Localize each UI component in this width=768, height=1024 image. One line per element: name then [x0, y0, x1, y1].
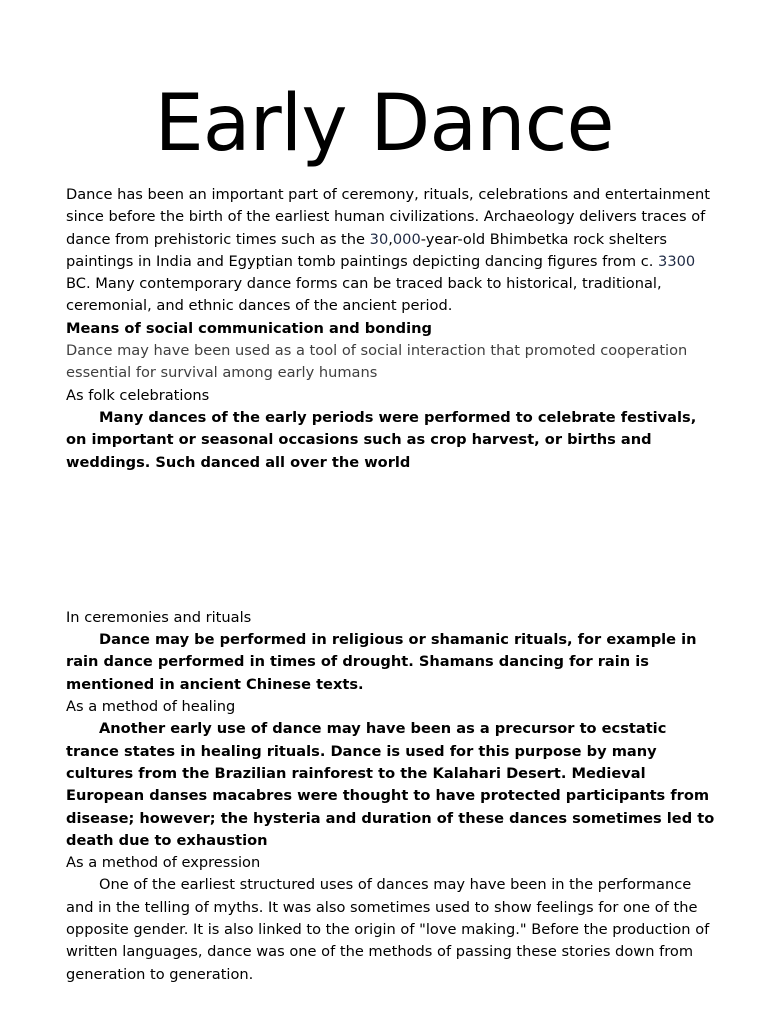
- paragraph-ceremonies-rituals: Dance may be performed in religious or shamanic rituals, for example in rain dance performed in times of drought. Shamans dancing for rain is mentioned in ancient Chinese texts.: [66, 631, 697, 693]
- document-body: [66, 184, 716, 986]
- page-title: Early Dance: [154, 79, 614, 169]
- paragraph-social-communication: Dance may have been used as a tool of social interaction that promoted cooperation essential for survival among early humans: [66, 342, 688, 382]
- paragraph-folk-celebrations: Many dances of the early periods were performed to celebrate festivals, on important or seasonal occasions such as crop harvest, or births and weddings. Such danced all over the world: [66, 408, 697, 471]
- heading-healing: As a method of healing: [66, 698, 236, 716]
- blank-space: [66, 474, 716, 607]
- heading-expression: As a method of expression: [66, 854, 261, 872]
- heading-folk-celebrations: As folk celebrations: [66, 386, 210, 404]
- intro-number-000: 000: [392, 230, 421, 248]
- intro-comma: ,: [388, 230, 393, 248]
- heading-ceremonies-rituals: In ceremonies and rituals: [66, 608, 252, 626]
- intro-number-3300: 3300: [658, 252, 696, 270]
- heading-social-communication: Means of social communication and bonding: [66, 319, 432, 337]
- intro-paragraph: [66, 184, 716, 318]
- intro-text-2: -year-old Bhimbetka rock shelters paintings in India and Egyptian tomb paintings depicting dancing figures from c.: [66, 230, 667, 270]
- intro-text-3: BC. Many contemporary dance forms can be traced back to historical, traditional, ceremonial, and ethnic dances of the ancient period.: [66, 275, 662, 315]
- intro-text-1: Dance has been an important part of ceremony, rituals, celebrations and entertainment since before the birth of the earliest human civilizations. Archaeology delivers traces of dance from prehistoric times such as the: [66, 186, 710, 248]
- paragraph-healing: Another early use of dance may have been as a precursor to ecstatic trance states in healing rituals. Dance is used for this purpose by many cultures from the Brazilian rainforest to the Kalahari Desert. Medieval European danses macabres were thought to have protected participants from disease; however; the hysteria and duration of these dances sometimes led to death due to exhaustion: [66, 720, 715, 849]
- intro-number-30: 30: [369, 230, 389, 248]
- paragraph-expression: One of the earliest structured uses of dances may have been in the performance and in the telling of myths. It was also sometimes used to show feelings for one of the opposite gender. It is also linked to the origin of "love making." Before the production of written languages, dance was one of the methods of passing these stories down from generation to generation.: [66, 876, 710, 983]
